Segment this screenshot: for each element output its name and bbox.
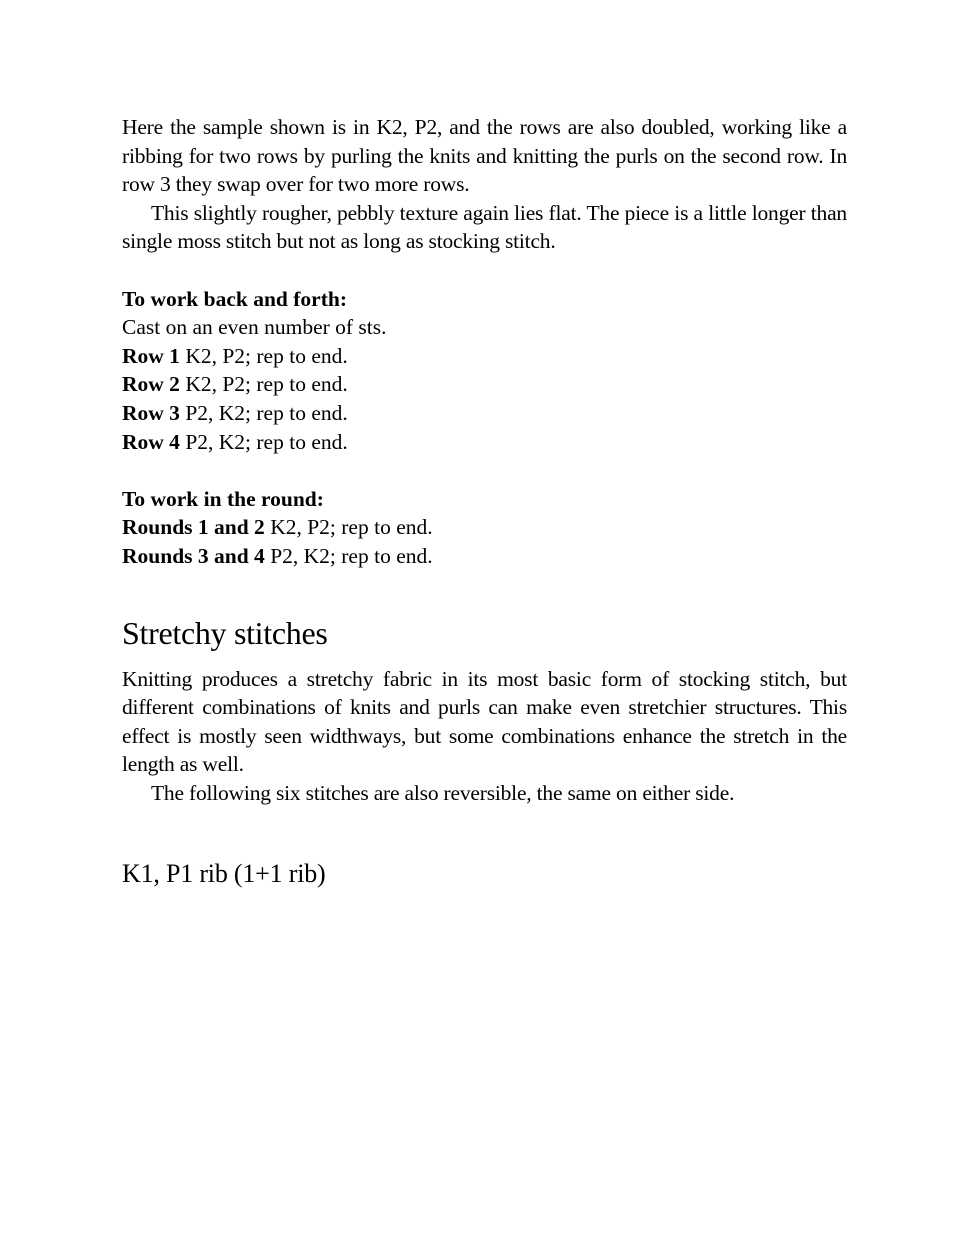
- stitch-subheading: K1, P1 rib (1+1 rib): [122, 859, 326, 889]
- row-instruction: [122, 428, 847, 457]
- round-text: P2, K2; rep to end.: [264, 543, 433, 568]
- in-the-round-instructions: [122, 485, 847, 571]
- round-label: Rounds 1 and 2: [122, 515, 265, 540]
- section-heading: Stretchy stitches: [122, 614, 328, 651]
- spacer: [122, 256, 847, 285]
- intro-paragraph-2: This slightly rougher, pebbly texture again lies flat. The piece is a little longer than single moss stitch but not as long as stocking stitch.: [122, 200, 847, 254]
- in-the-round-heading: To work in the round:: [122, 486, 324, 511]
- document-page: [122, 113, 847, 891]
- row-instruction: [122, 370, 847, 399]
- row-text: K2, P2; rep to end.: [179, 343, 348, 368]
- row-text: K2, P2; rep to end.: [179, 372, 348, 397]
- back-and-forth-instructions: [122, 285, 847, 457]
- row-label: Row 4: [122, 429, 180, 454]
- row-label: Row 3: [122, 400, 180, 425]
- row-text: P2, K2; rep to end.: [179, 429, 348, 454]
- round-label: Rounds 3 and 4: [122, 543, 265, 568]
- intro-paragraph-1: Here the sample shown is in K2, P2, and the rows are also doubled, working like a ribbing for two rows by purling the knits and knitting the purls on the second row. In row 3 they swap over for two more rows.: [122, 115, 847, 197]
- row-text: P2, K2; rep to end.: [179, 400, 348, 425]
- row-instruction: [122, 399, 847, 428]
- round-text: K2, P2; rep to end.: [264, 515, 433, 540]
- spacer: [122, 456, 847, 485]
- stretchy-paragraph-2: The following six stitches are also reversible, the same on either side.: [151, 780, 735, 805]
- round-instruction: [122, 542, 847, 571]
- row-instruction: [122, 342, 847, 371]
- stretchy-paragraph-1: Knitting produces a stretchy fabric in its most basic form of stocking stitch, but different combinations of knits and purls can make even stretchier structures. This effect is mostly seen widthways, but some combinations enhance the stretch in the length as well.: [122, 666, 847, 777]
- row-label: Row 2: [122, 372, 180, 397]
- cast-on-instruction: Cast on an even number of sts.: [122, 315, 387, 340]
- back-and-forth-heading: To work back and forth:: [122, 286, 347, 311]
- round-instruction: [122, 513, 847, 542]
- row-label: Row 1: [122, 343, 180, 368]
